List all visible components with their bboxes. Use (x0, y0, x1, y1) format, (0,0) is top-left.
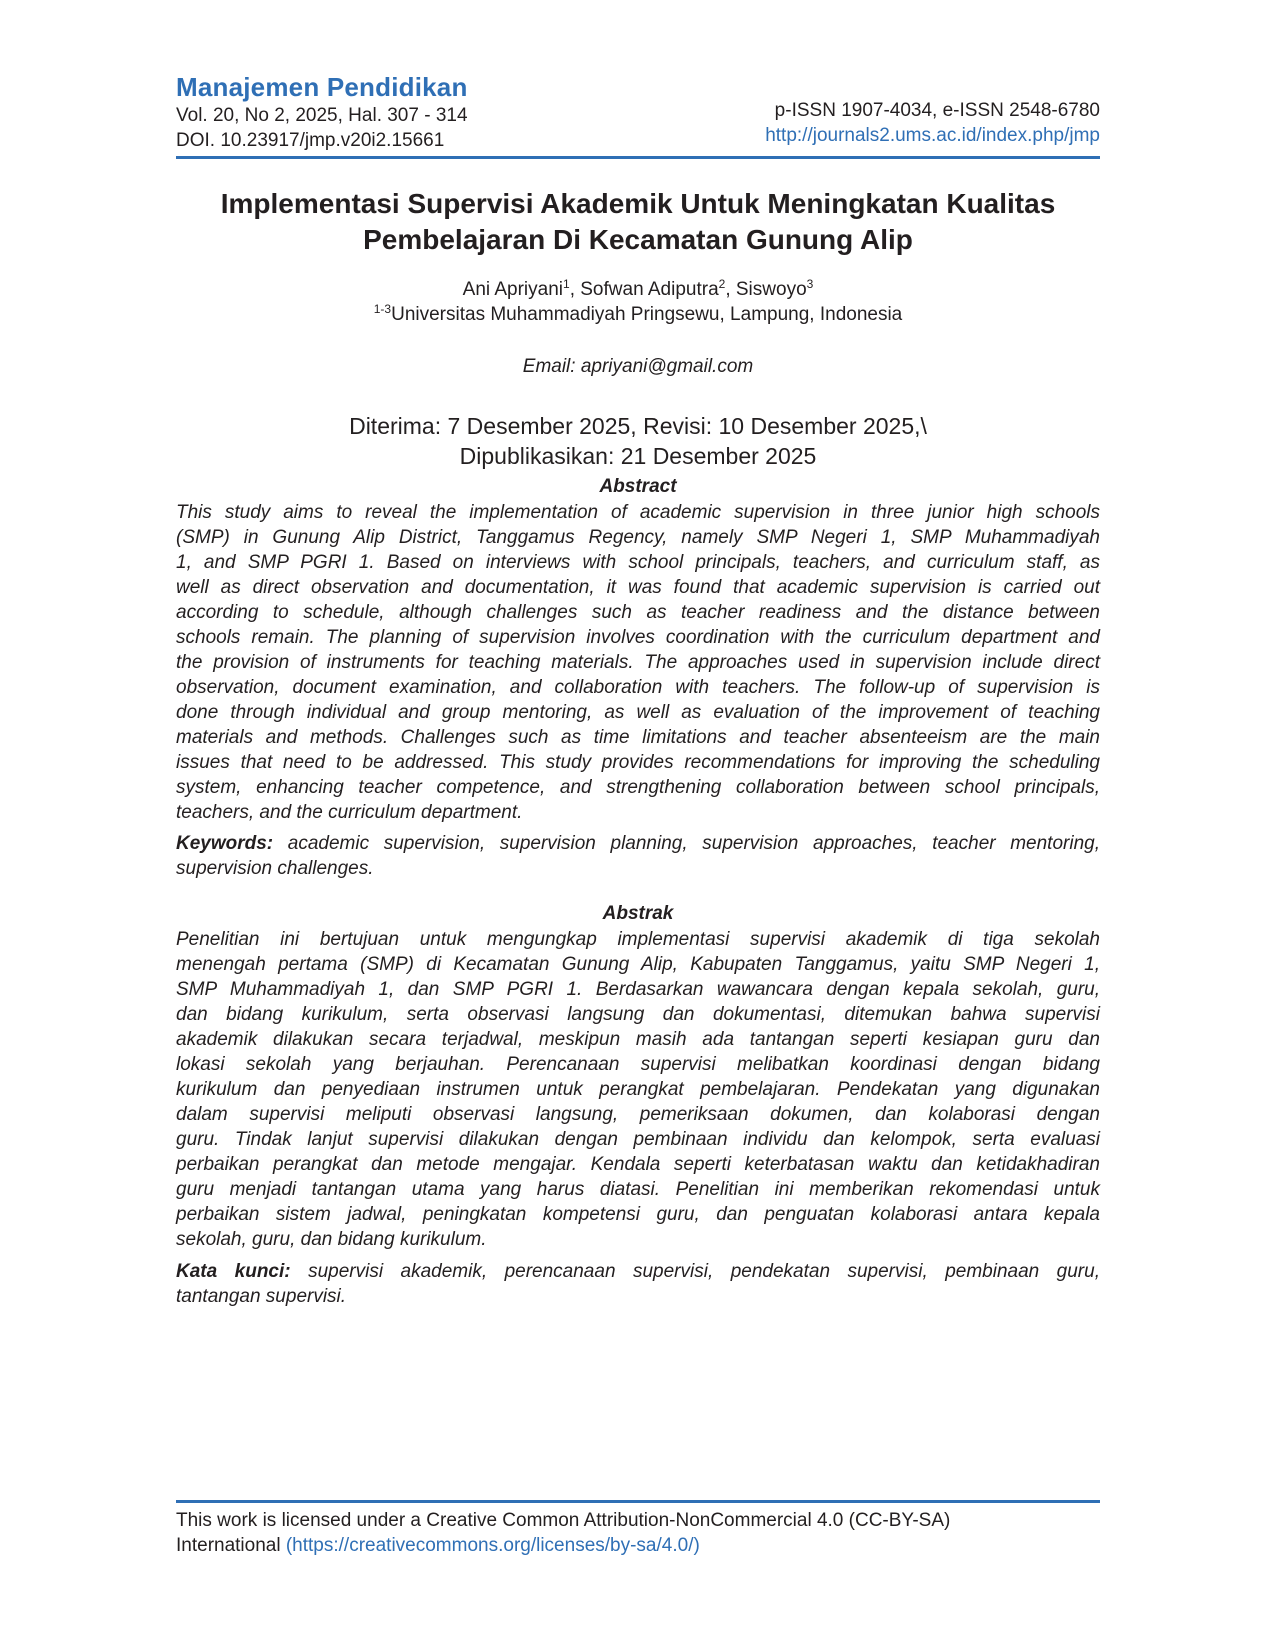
license-prefix: International (176, 1535, 286, 1556)
keywords-line-1: academic supervision, supervision planning, supervision approaches, teacher mentoring, (273, 833, 1100, 854)
abstrak-line: dalam supervisi meliputi observasi langsung, pemeriksaan dokumen, dan kolaborasi dengan (176, 1104, 1100, 1125)
abstract-heading: Abstract (599, 476, 677, 497)
abstrak-line: akademik dilakukan secara terjadwal, meskipun masih ada tantangan seperti kesiapan guru dan (176, 1029, 1100, 1050)
abstrak-line: dan bidang kurikulum, serta observasi langsung dan dokumentasi, ditemukan bahwa supervisi (176, 1004, 1100, 1025)
kata-kunci-line-2: tantangan supervisi. (176, 1286, 347, 1307)
abstrak-line: perbaikan perangkat dan metode mengajar. Kendala seperti keterbatasan waktu dan ketidakhadiran (176, 1154, 1100, 1175)
title-line-1: Implementasi Supervisi Akademik Untuk Meningkatan Kualitas (220, 188, 1056, 219)
volume-info: Vol. 20, No 2, 2025, Hal. 307 - 314 (176, 105, 468, 126)
submission-dates (176, 411, 1100, 471)
abstrak-line: guru menjadi tantangan utama yang harus diatasi. Penelitian ini memberikan rekomendasi untuk (176, 1179, 1100, 1200)
dates-line-1: Diterima: 7 Desember 2025, Revisi: 10 Desember 2025,\ (349, 413, 927, 439)
paper-page (176, 0, 1100, 1650)
keywords-line-2: supervision challenges. (176, 858, 374, 879)
journal-name: Manajemen Pendidikan (176, 72, 468, 102)
abstract-body (176, 500, 1100, 825)
kata-kunci (176, 1259, 1100, 1309)
author-3-sup: 3 (806, 277, 814, 291)
abstract-line: schools remain. The planning of supervision involves coordination with the curriculum department and (176, 627, 1100, 648)
abstrak-line: Penelitian ini bertujuan untuk mengungkap implementasi supervisi akademik di tiga sekolah (176, 929, 1100, 950)
abstract-line: done through individual and group mentoring, as well as evaluation of the improvement of teaching (176, 702, 1100, 723)
author-list (176, 279, 1100, 301)
abstract-line: the provision of instruments for teaching materials. The approaches used in supervision include direct (176, 652, 1100, 673)
abstract-line: system, enhancing teacher competence, and strengthening collaboration between school principals, (176, 777, 1100, 798)
license-link[interactable]: (https://creativecommons.org/licenses/by-sa/4.0/) (285, 1535, 700, 1556)
affiliation-sup: 1-3 (373, 302, 392, 316)
abstract-line: (SMP) in Gunung Alip District, Tanggamus Regency, namely SMP Negeri 1, SMP Muhammadiyah (176, 527, 1100, 548)
abstrak-line: sekolah, guru, dan bidang kurikulum. (176, 1229, 487, 1250)
abstrak-line: kurikulum dan penyediaan instrumen untuk perangkat pembelajaran. Pendekatan yang digunakan (176, 1079, 1100, 1100)
abstract-line: well as direct observation and documentation, it was found that academic supervision is carried out (176, 577, 1100, 598)
author-2-sup: 2 (718, 277, 726, 291)
issn: p-ISSN 1907-4034, e-ISSN 2548-6780 (774, 100, 1100, 121)
kata-kunci-line-1: supervisi akademik, perencanaan supervisi, pendekatan supervisi, pembinaan guru, (290, 1261, 1100, 1282)
journal-url-link[interactable]: http://journals2.ums.ac.id/index.php/jmp (765, 125, 1100, 146)
license-notice (176, 1508, 1100, 1558)
affiliation-text: Universitas Muhammadiyah Pringsewu, Lampung, Indonesia (391, 304, 903, 325)
abstrak-line: lokasi sekolah yang berjauhan. Perencanaan supervisi melibatkan koordinasi dengan bidang (176, 1054, 1100, 1075)
paper-title (176, 186, 1100, 258)
abstrak-line: guru. Tindak lanjut supervisi dilakukan dengan pembinaan individu dan kelompok, serta evaluasi (176, 1129, 1100, 1150)
dates-line-2: Dipublikasikan: 21 Desember 2025 (459, 443, 817, 469)
abstract-line: This study aims to reveal the implementation of academic supervision in three junior high schools (176, 502, 1100, 523)
kata-kunci-label: Kata kunci: (176, 1261, 291, 1282)
affiliation (176, 304, 1100, 326)
author-1-sup: 1 (563, 277, 570, 291)
abstrak-heading: Abstrak (602, 903, 674, 924)
footer-rule (176, 1500, 1100, 1503)
author-2: , Sofwan Adiputra (569, 279, 719, 300)
abstrak-body (176, 927, 1100, 1252)
abstract-line: according to schedule, although challenges such as teacher readiness and the distance between (176, 602, 1100, 623)
abstract-line: observation, document examination, and collaboration with teachers. The follow-up of supervision is (176, 677, 1100, 698)
author-email: Email: apriyani@gmail.com (522, 356, 754, 377)
abstract-line: materials and methods. Challenges such as time limitations and teacher absenteeism are the main (176, 727, 1100, 748)
abstract-line: teachers, and the curriculum department. (176, 802, 523, 823)
keywords (176, 831, 1100, 881)
author-1: Ani Apriyani (462, 279, 564, 300)
author-3: , Siswoyo (725, 279, 807, 300)
title-line-2: Pembelajaran Di Kecamatan Gunung Alip (363, 224, 913, 255)
doi: DOI. 10.23917/jmp.v20i2.15661 (176, 130, 445, 151)
journal-header (176, 72, 1100, 160)
abstrak-line: perbaikan sistem jadwal, peningkatan kompetensi guru, dan penguatan kolaborasi antara kepala (176, 1204, 1100, 1225)
keywords-label: Keywords: (176, 833, 274, 854)
license-line-1: This work is licensed under a Creative Common Attribution-NonCommercial 4.0 (CC-BY-SA) (176, 1510, 951, 1531)
abstract-line: issues that need to be addressed. This study provides recommendations for improving the scheduling (176, 752, 1100, 773)
abstract-line: 1, and SMP PGRI 1. Based on interviews with school principals, teachers, and curriculum staff, as (176, 552, 1100, 573)
abstrak-line: menengah pertama (SMP) di Kecamatan Gunung Alip, Kabupaten Tanggamus, yaitu SMP Negeri 1, (176, 954, 1100, 975)
header-rule (176, 156, 1100, 159)
abstrak-line: SMP Muhammadiyah 1, dan SMP PGRI 1. Berdasarkan wawancara dengan kepala sekolah, guru, (176, 979, 1100, 1000)
